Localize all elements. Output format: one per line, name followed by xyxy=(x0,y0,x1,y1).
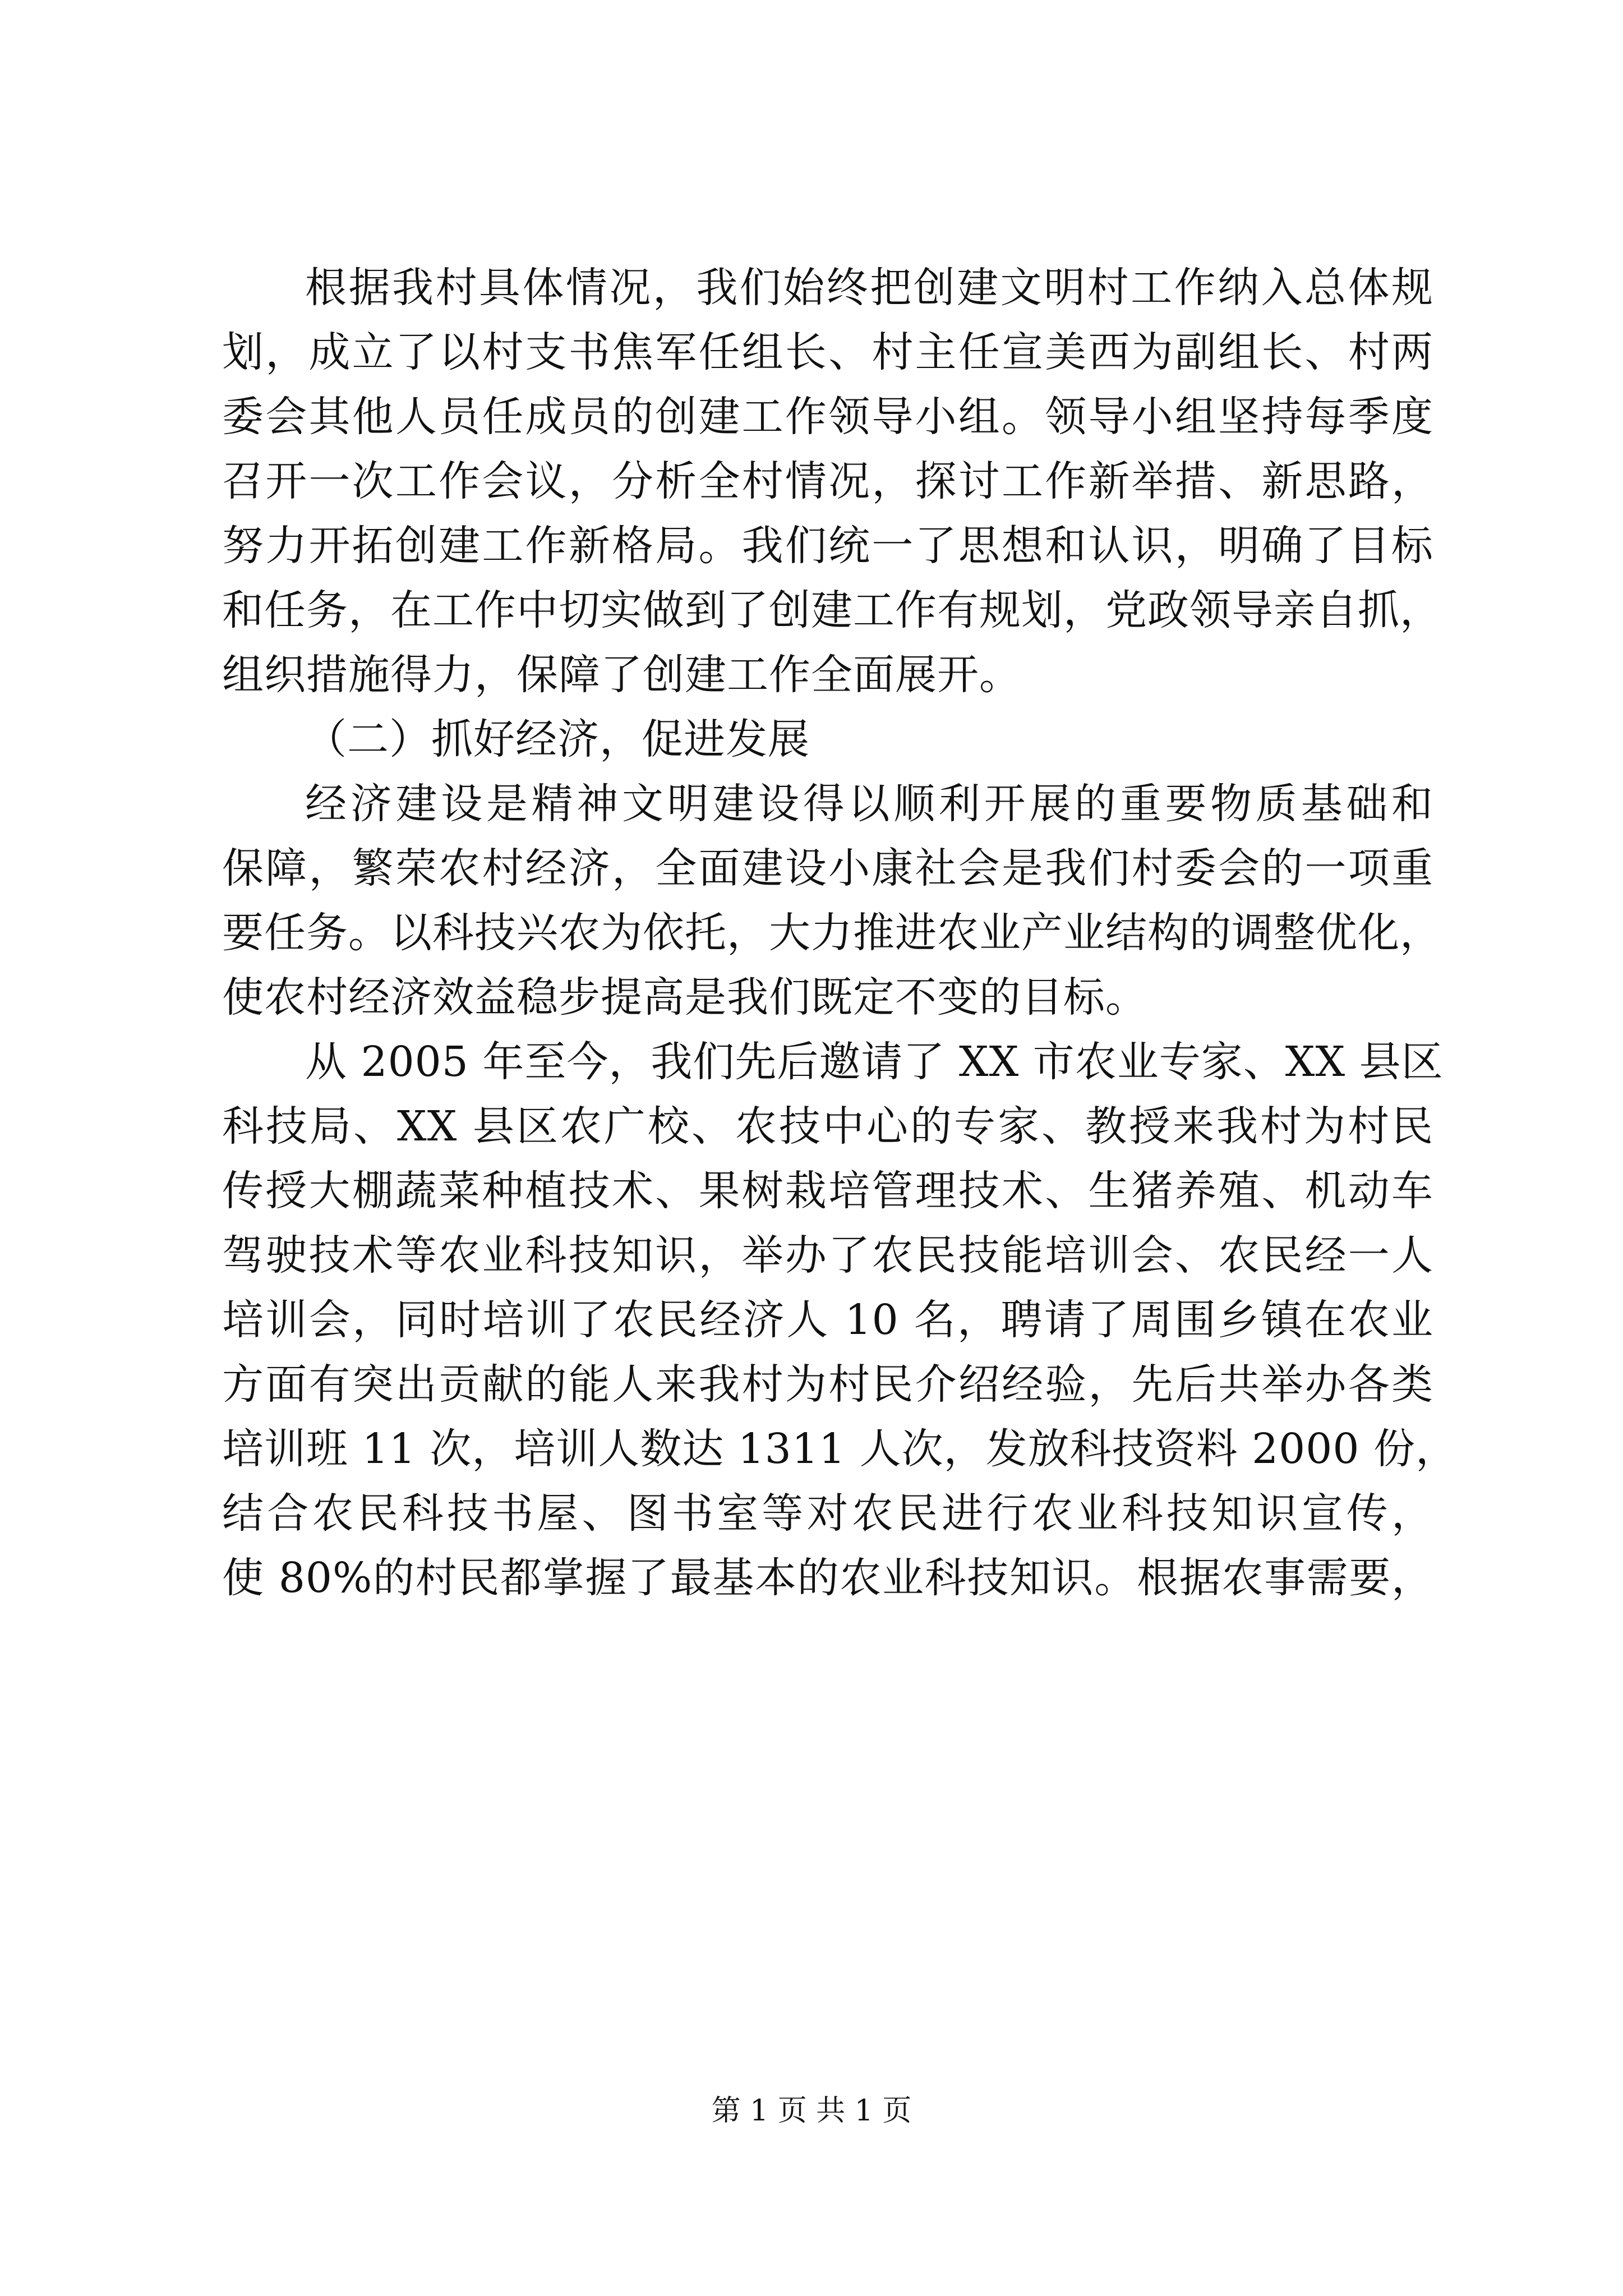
paragraph-line: 使农村经济效益稳步提高是我们既定不变的目标。 xyxy=(222,973,1147,1022)
paragraph-line: 培训班 11 次，培训人数达 1311 人次，发放科技资料 2000 份， xyxy=(222,1425,1458,1473)
paragraph-line: 结合农民科技书屋、图书室等对农民进行农业科技知识宣传， xyxy=(222,1489,1433,1538)
paragraph-line: 要任务。以科技兴农为依托，大力推进农业产业结构的调整优化， xyxy=(222,909,1442,957)
page-number: 第 1 页 共 1 页 xyxy=(711,2094,912,2128)
paragraph-line: 委会其他人员任成员的创建工作领导小组。领导小组坚持每季度 xyxy=(222,393,1433,441)
paragraph-line: 驾驶技术等农业科技知识，举办了农民技能培训会、农民经一人 xyxy=(222,1231,1433,1280)
paragraph-line: 划，成立了以村支书焦军任组长、村主任宣美西为副组长、村两 xyxy=(222,328,1433,376)
paragraph-line: 经济建设是精神文明建设得以顺利开展的重要物质基础和 xyxy=(305,780,1433,828)
paragraph-line: 根据我村具体情况，我们始终把创建文明村工作纳入总体规 xyxy=(305,264,1433,312)
paragraph-leadership-group xyxy=(222,256,1442,707)
paragraph-line: 方面有突出贡献的能人来我村为村民介绍经验，先后共举办各类 xyxy=(222,1360,1433,1409)
paragraph-line: 努力开拓创建工作新格局。我们统一了思想和认识，明确了目标 xyxy=(222,522,1433,570)
paragraph-line: 召开一次工作会议，分析全村情况，探讨工作新举措、新思路， xyxy=(222,457,1433,505)
paragraph-line: 从 2005 年至今，我们先后邀请了 XX 市农业专家、XX 县区 xyxy=(305,1038,1444,1086)
paragraph-line: 传授大棚蔬菜种植技术、果树栽培管理技术、生猪养殖、机动车 xyxy=(222,1167,1433,1215)
page-footer xyxy=(0,2091,1623,2131)
document-body xyxy=(222,256,1458,1611)
paragraph-technical-training xyxy=(222,1030,1458,1611)
paragraph-line: 和任务，在工作中切实做到了创建工作有规划，党政领导亲自抓， xyxy=(222,586,1442,634)
section-heading: （二）抓好经济，促进发展 xyxy=(305,715,810,763)
paragraph-line: 培训会，同时培训了农民经济人 10 名，聘请了周围乡镇在农业 xyxy=(222,1296,1433,1344)
paragraph-line: 组织措施得力，保障了创建工作全面展开。 xyxy=(222,651,1021,699)
paragraph-line: 科技局、XX 县区农广校、农技中心的专家、教授来我村为村民 xyxy=(222,1102,1433,1151)
paragraph-economic-construction xyxy=(222,772,1442,1030)
paragraph-line: 使 80%的村民都掌握了最基本的农业科技知识。根据农事需要， xyxy=(222,1554,1433,1602)
paragraph-line: 保障，繁荣农村经济，全面建设小康社会是我们村委会的一项重 xyxy=(222,844,1433,892)
